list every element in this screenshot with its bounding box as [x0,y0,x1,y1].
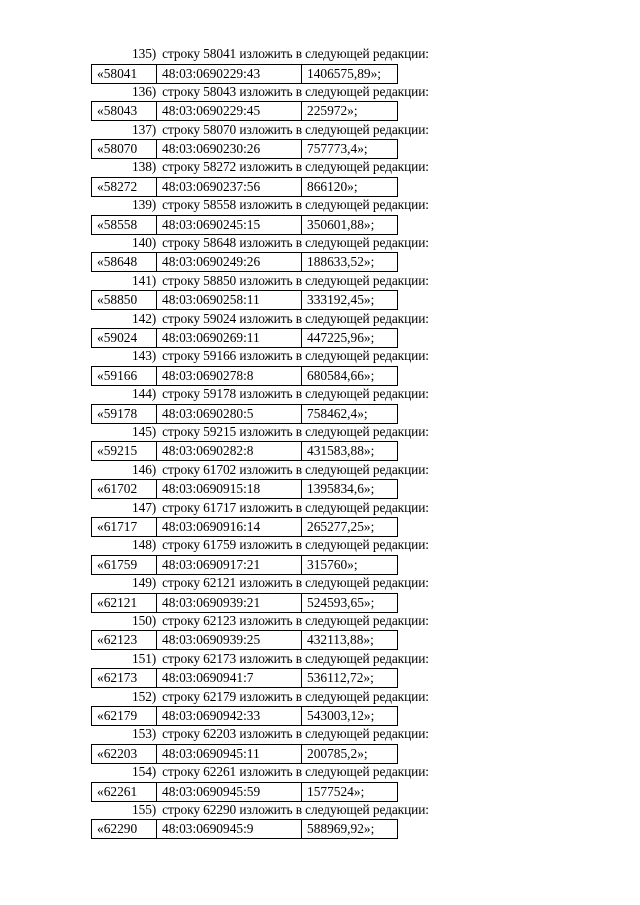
table-row [91,328,398,348]
row-code-cell: «58558 [91,216,156,234]
cadastral-number-cell: 48:03:0690939:25 [156,631,301,649]
value-cell: 265277,25»; [301,518,398,536]
amendment-entry [0,500,640,538]
amendment-heading [132,84,429,100]
amendment-heading [132,500,429,516]
value-cell: 1577524»; [301,783,398,801]
cadastral-number-cell: 48:03:0690945:9 [156,820,301,838]
value-cell: 431583,88»; [301,442,398,460]
cadastral-number-cell: 48:03:0690249:26 [156,253,301,271]
cadastral-number-cell: 48:03:0690229:43 [156,65,301,83]
amendment-instruction: строку 58041 изложить в следующей редакции: [162,46,429,61]
item-number: 138) [132,159,157,175]
cadastral-number-cell: 48:03:0690945:59 [156,783,301,801]
cadastral-number-cell: 48:03:0690258:11 [156,291,301,309]
row-code-cell: «59166 [91,367,156,385]
item-number: 148) [132,537,157,553]
amendment-instruction: строку 59215 изложить в следующей редакции: [162,423,429,439]
cadastral-number-cell: 48:03:0690282:8 [156,442,301,460]
amendment-heading [132,651,429,667]
amendment-instruction: строку 59178 изложить в следующей редакции: [162,386,429,402]
item-number: 151) [132,650,157,666]
amendment-heading [132,386,429,402]
amendment-heading [132,764,429,780]
cadastral-number-cell: 48:03:0690945:11 [156,745,301,763]
cadastral-number-cell: 48:03:0690917:21 [156,556,301,574]
table-row [91,215,398,235]
value-cell: 225972»; [301,102,398,120]
cadastral-number-cell: 48:03:0690278:8 [156,367,301,385]
table-row [91,366,398,386]
table-row [91,744,398,764]
value-cell: 524593,65»; [301,594,398,612]
cadastral-number-cell: 48:03:0690941:7 [156,669,301,687]
amendment-entry [0,197,640,235]
row-code-cell: «59024 [91,329,156,347]
amendment-entry [0,348,640,386]
row-code-cell: «61702 [91,480,156,498]
amendment-entry [0,462,640,500]
amendment-entry [0,46,640,84]
value-cell: 680584,66»; [301,367,398,385]
amendment-heading [132,802,429,818]
cadastral-number-cell: 48:03:0690245:15 [156,216,301,234]
item-number: 153) [132,726,157,742]
item-number: 150) [132,612,157,628]
amendment-heading [132,311,429,327]
value-cell: 1395834,6»; [301,480,398,498]
item-number: 155) [132,801,157,817]
value-cell: 315760»; [301,556,398,574]
item-number: 147) [132,499,157,515]
amendment-instruction: строку 61759 изложить в следующей редакции: [162,537,429,553]
table-row [91,517,398,537]
amendment-heading [132,613,429,629]
item-number: 152) [132,688,157,704]
cadastral-number-cell: 48:03:0690230:26 [156,140,301,158]
row-code-cell: «58272 [91,178,156,196]
table-row [91,555,398,575]
value-cell: 758462,4»; [301,405,398,423]
amendment-heading [132,235,429,251]
item-number: 154) [132,764,157,780]
item-number: 140) [132,234,157,250]
amendment-instruction: строку 62179 изложить в следующей редакции: [162,688,429,704]
row-code-cell: «58043 [91,102,156,120]
cadastral-number-cell: 48:03:0690237:56 [156,178,301,196]
table-row [91,252,398,272]
value-cell: 432113,88»; [301,631,398,649]
row-code-cell: «62290 [91,820,156,838]
amendment-heading [132,537,429,553]
row-code-cell: «62203 [91,745,156,763]
amendment-instruction: строку 58272 изложить в следующей редакции: [162,159,429,175]
amendment-instruction: строку 62261 изложить в следующей редакции: [162,764,429,780]
amendment-entry [0,424,640,462]
cadastral-number-cell: 48:03:0690939:21 [156,594,301,612]
amendment-instruction: строку 62290 изложить в следующей редакции: [162,801,429,817]
table-row [91,64,398,84]
amendment-heading [132,197,429,213]
amendment-entry [0,537,640,575]
item-number: 139) [132,197,157,213]
item-number: 136) [132,83,157,99]
amendment-heading [132,424,429,440]
value-cell: 757773,4»; [301,140,398,158]
value-cell: 188633,52»; [301,253,398,271]
amendment-heading [132,462,429,478]
amendment-instruction: строку 59024 изложить в следующей редакции: [162,310,429,326]
cadastral-number-cell: 48:03:0690915:18 [156,480,301,498]
table-row [91,593,398,613]
table-row [91,630,398,650]
value-cell: 866120»; [301,178,398,196]
amendment-entry [0,235,640,273]
row-code-cell: «61759 [91,556,156,574]
row-code-cell: «58850 [91,291,156,309]
table-row [91,290,398,310]
amendment-entry [0,84,640,122]
row-code-cell: «58041 [91,65,156,83]
table-row [91,101,398,121]
amendment-entry [0,689,640,727]
amendment-instruction: строку 61717 изложить в следующей редакции: [162,499,429,515]
amendment-instruction: строку 58850 изложить в следующей редакции: [162,272,429,288]
item-number: 149) [132,575,157,591]
amendment-entry [0,575,640,613]
item-number: 144) [132,386,157,402]
table-row [91,819,398,839]
row-code-cell: «62179 [91,707,156,725]
amendment-heading [132,46,429,62]
amendment-instruction: строку 59166 изложить в следующей редакции: [162,348,429,364]
item-number: 141) [132,272,157,288]
cadastral-number-cell: 48:03:0690280:5 [156,405,301,423]
amendment-heading [132,575,429,591]
table-row [91,782,398,802]
item-number: 145) [132,423,157,439]
value-cell: 1406575,89»; [301,65,398,83]
amendment-entry [0,726,640,764]
amendment-heading [132,122,429,138]
amendment-instruction: строку 58558 изложить в следующей редакции: [162,197,429,213]
amendment-heading [132,689,429,705]
value-cell: 536112,72»; [301,669,398,687]
amendment-instruction: строку 58043 изложить в следующей редакции: [162,83,429,99]
amendment-heading [132,348,429,364]
row-code-cell: «59178 [91,405,156,423]
amendment-instruction: строку 62123 изложить в следующей редакции: [162,612,429,628]
row-code-cell: «62173 [91,669,156,687]
amendment-instruction: строку 62173 изложить в следующей редакции: [162,650,429,666]
row-code-cell: «59215 [91,442,156,460]
amendment-entry [0,764,640,802]
item-number: 143) [132,348,157,364]
cadastral-number-cell: 48:03:0690916:14 [156,518,301,536]
item-number: 142) [132,310,157,326]
row-code-cell: «62123 [91,631,156,649]
table-row [91,479,398,499]
row-code-cell: «62121 [91,594,156,612]
row-code-cell: «61717 [91,518,156,536]
table-row [91,441,398,461]
row-code-cell: «62261 [91,783,156,801]
cadastral-number-cell: 48:03:0690229:45 [156,102,301,120]
amendment-entry [0,613,640,651]
amendment-heading [132,273,429,289]
table-row [91,706,398,726]
value-cell: 447225,96»; [301,329,398,347]
amendment-heading [132,726,429,742]
amendment-instruction: строку 58648 изложить в следующей редакции: [162,234,429,250]
table-row [91,139,398,159]
amendment-entry [0,122,640,160]
value-cell: 350601,88»; [301,216,398,234]
item-number: 135) [132,46,157,61]
amendment-instruction: строку 62203 изложить в следующей редакции: [162,726,429,742]
table-row [91,668,398,688]
amendment-instruction: строку 61702 изложить в следующей редакции: [162,461,429,477]
value-cell: 200785,2»; [301,745,398,763]
amendment-instruction: строку 58070 изложить в следующей редакции: [162,121,429,137]
amendment-heading [132,159,429,175]
amendment-instruction: строку 62121 изложить в следующей редакции: [162,575,429,591]
value-cell: 333192,45»; [301,291,398,309]
item-number: 137) [132,121,157,137]
row-code-cell: «58648 [91,253,156,271]
amendment-entry [0,802,640,840]
amendment-entry [0,159,640,197]
table-row [91,177,398,197]
amendment-entry [0,651,640,689]
value-cell: 543003,12»; [301,707,398,725]
value-cell: 588969,92»; [301,820,398,838]
amendment-entry [0,311,640,349]
table-row [91,404,398,424]
document-body [0,46,640,840]
amendment-entry [0,386,640,424]
row-code-cell: «58070 [91,140,156,158]
cadastral-number-cell: 48:03:0690942:33 [156,707,301,725]
amendment-entry [0,273,640,311]
item-number: 146) [132,461,157,477]
cadastral-number-cell: 48:03:0690269:11 [156,329,301,347]
